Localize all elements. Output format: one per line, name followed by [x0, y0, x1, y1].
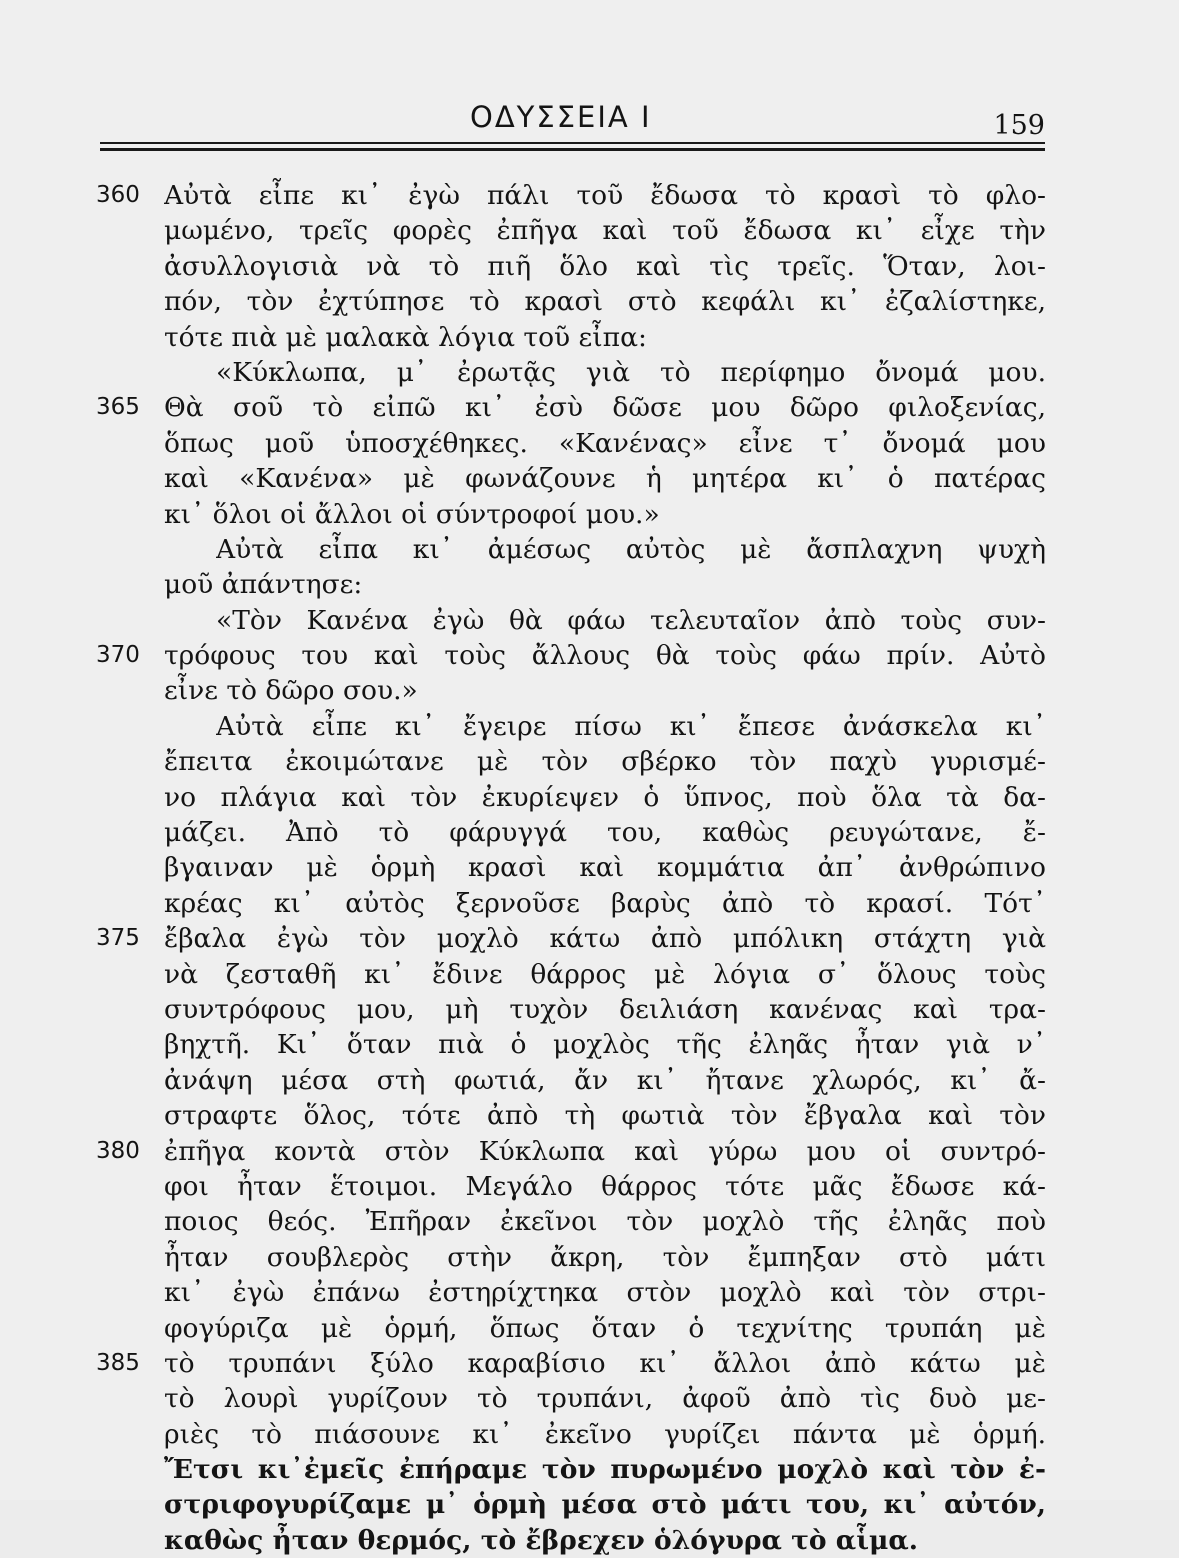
text-line	[96, 1487, 1046, 1522]
page-number: 159	[993, 110, 1045, 141]
line-text: νὰ ζεσταθῆ κι᾿ ἔδινε θάρρος μὲ λόγια σ᾿ ὅλους τοὺς	[164, 958, 1046, 990]
line-text: στριφογυρίζαμε μ᾿ ὁρμὴ μέσα στὸ μάτι του, κι᾿ αὐτόν,	[164, 1489, 1046, 1521]
line-text: μοῦ ἀπάντησε:	[164, 569, 363, 601]
text-line	[96, 1027, 1046, 1062]
text-line	[96, 957, 1046, 992]
line-text: στραφτε ὅλος, τότε ἀπὸ τὴ φωτιὰ τὸν ἔβγαλα καὶ τὸν	[164, 1100, 1046, 1132]
line-text: «Τὸν Κανένα ἐγὼ θὰ φάω τελευταῖον ἀπὸ τοὺς συν-	[216, 604, 1046, 636]
header-rule	[100, 142, 1045, 144]
line-text: πόν, τὸν ἐχτύπησε τὸ κρασὶ στὸ κεφάλι κι᾿ ἐζαλίστηκε,	[164, 286, 1046, 318]
text-line	[96, 992, 1046, 1027]
text-line	[96, 1098, 1046, 1133]
text-line	[96, 638, 1046, 673]
text-line	[96, 320, 1046, 355]
line-number: 365	[96, 394, 140, 421]
text-line	[96, 780, 1046, 815]
line-text: κι᾿ ἐγὼ ἐπάνω ἐστηρίχτηκα στὸν μοχλὸ καὶ τὸν στρι-	[164, 1277, 1046, 1309]
text-line	[96, 390, 1046, 425]
line-text: νο πλάγια καὶ τὸν ἐκυρίεψεν ὁ ὕπνος, ποὺ ὅλα τὰ δα-	[164, 781, 1046, 813]
line-text: Αὐτὰ εἶπα κι᾿ ἀμέσως αὐτὸς μὲ ἄσπλαχνη ψυχὴ	[216, 533, 1046, 565]
text-line	[96, 1134, 1046, 1169]
text-line	[96, 497, 1046, 532]
running-title: ΟΔΥΣΣΕΙΑ Ι	[470, 100, 652, 134]
line-text: Αὐτὰ εἶπε κι᾿ ἐγὼ πάλι τοῦ ἔδωσα τὸ κρασὶ τὸ φλο-	[164, 180, 1046, 211]
line-text: τότε πιὰ μὲ μαλακὰ λόγια τοῦ εἶπα:	[164, 321, 647, 353]
line-text: «Κύκλωπα, μ᾿ ἐρωτᾷς γιὰ τὸ περίφημο ὄνομά μου.	[216, 356, 1046, 388]
line-text: ὅπως μοῦ ὑποσχέθηκες. «Κανένας» εἶνε τ᾿ ὄνομά μου	[164, 427, 1046, 459]
text-line	[96, 178, 1046, 213]
line-number: 370	[96, 642, 140, 669]
text-line	[96, 213, 1046, 248]
text-line	[96, 850, 1046, 885]
line-number: 385	[96, 1349, 140, 1376]
text-line	[96, 426, 1046, 461]
text-line	[96, 1063, 1046, 1098]
text-line	[96, 673, 1046, 708]
line-number: 375	[96, 925, 140, 952]
text-line	[96, 744, 1046, 779]
text-line	[96, 815, 1046, 850]
text-line	[96, 1381, 1046, 1416]
line-text: ἔπειτα ἐκοιμώτανε μὲ τὸν σβέρκο τὸν παχὺ γυρισμέ-	[164, 746, 1046, 778]
line-text: ἦταν σουβλερὸς στὴν ἄκρη, τὸν ἔμπηξαν στὸ μάτι	[164, 1241, 1046, 1273]
text-line	[96, 1452, 1046, 1487]
line-text: ποιος θεός. Ἐπῆραν ἐκεῖνοι τὸν μοχλὸ τῆς ἐληᾶς ποὺ	[164, 1206, 1046, 1238]
text-line	[96, 1240, 1046, 1275]
text-line	[96, 1311, 1046, 1346]
line-number: 380	[96, 1137, 140, 1164]
text-line	[96, 1523, 1046, 1558]
text-line	[96, 1346, 1046, 1381]
page-header	[100, 96, 1045, 156]
line-text: ριὲς τὸ πιάσουνε κι᾿ ἐκεῖνο γυρίζει πάντα μὲ ὁρμή.	[164, 1418, 1046, 1450]
body-text	[96, 178, 1046, 1558]
line-text: ἐπῆγα κοντὰ στὸν Κύκλωπα καὶ γύρω μου οἱ συντρό-	[164, 1135, 1046, 1167]
line-number: 360	[96, 182, 140, 208]
text-line	[96, 709, 1046, 744]
text-line	[96, 1417, 1046, 1452]
text-line	[96, 921, 1046, 956]
line-text: μάζει. Ἀπὸ τὸ φάρυγγά του, καθὼς ρευγώτανε, ἔ-	[164, 817, 1046, 849]
text-line	[96, 1169, 1046, 1204]
line-text: μωμένο, τρεῖς φορὲς ἐπῆγα καὶ τοῦ ἔδωσα κι᾿ εἶχε τὴν	[164, 215, 1046, 247]
text-line	[96, 603, 1046, 638]
text-line	[96, 284, 1046, 319]
line-text: τρόφους του καὶ τοὺς ἄλλους θὰ τοὺς φάω πρίν. Αὐτὸ	[164, 640, 1046, 672]
line-text: ἀσυλλογισιὰ νὰ τὸ πιῆ ὅλο καὶ τὶς τρεῖς. Ὅταν, λοι-	[164, 250, 1046, 282]
line-text: Ἔτσι κι᾿ἐμεῖς ἐπήραμε τὸν πυρωμένο μοχλὸ καὶ τὸν ἐ-	[164, 1454, 1046, 1486]
text-line	[96, 1275, 1046, 1310]
line-text: φογύριζα μὲ ὁρμή, ὅπως ὅταν ὁ τεχνίτης τρυπάη μὲ	[164, 1312, 1046, 1344]
text-line	[96, 249, 1046, 284]
line-text: καθὼς ἦταν θερμός, τὸ ἔβρεχεν ὁλόγυρα τὸ αἷμα.	[164, 1524, 919, 1556]
text-line	[96, 355, 1046, 390]
line-text: εἶνε τὸ δῶρο σου.»	[164, 675, 418, 707]
text-line	[96, 532, 1046, 567]
line-text: ἔβαλα ἐγὼ τὸν μοχλὸ κάτω ἀπὸ μπόλικη στάχτη γιὰ	[164, 923, 1046, 955]
line-text: καὶ «Κανένα» μὲ φωνάζουνε ἡ μητέρα κι᾿ ὁ πατέρας	[164, 463, 1046, 495]
line-text: κρέας κι᾿ αὐτὸς ξερνοῦσε βαρὺς ἀπὸ τὸ κρασί. Τότ᾿	[164, 887, 1046, 919]
line-text: συντρόφους μου, μὴ τυχὸν δειλιάση κανένας καὶ τρα-	[164, 993, 1046, 1025]
line-text: ἀνάψη μέσα στὴ φωτιά, ἄν κι᾿ ἤτανε χλωρός, κι᾿ ἄ-	[164, 1064, 1046, 1096]
line-text: Αὐτὰ εἶπε κι᾿ ἔγειρε πίσω κι᾿ ἔπεσε ἀνάσκελα κι᾿	[216, 710, 1046, 742]
line-text: τὸ τρυπάνι ξύλο καραβίσιο κι᾿ ἄλλοι ἀπὸ κάτω μὲ	[164, 1347, 1046, 1379]
text-line	[96, 567, 1046, 602]
line-text: Θὰ σοῦ τὸ εἰπῶ κι᾿ ἐσὺ δῶσε μου δῶρο φιλοξενίας,	[164, 392, 1046, 424]
line-text: φοι ἦταν ἕτοιμοι. Μεγάλο θάρρος τότε μᾶς ἔδωσε κά-	[164, 1170, 1046, 1202]
text-line	[96, 1204, 1046, 1239]
line-text: βγαιναν μὲ ὁρμὴ κρασὶ καὶ κομμάτια ἀπ᾿ ἀνθρώπινο	[164, 852, 1046, 884]
line-text: κι᾿ ὅλοι οἱ ἄλλοι οἱ σύντροφοί μου.»	[164, 498, 660, 530]
line-text: τὸ λουρὶ γυρίζουν τὸ τρυπάνι, ἀφοῦ ἀπὸ τὶς δυὸ με-	[164, 1383, 1046, 1415]
header-rule-double	[100, 148, 1045, 151]
text-line	[96, 886, 1046, 921]
text-line	[96, 461, 1046, 496]
line-text: βηχτῆ. Κι᾿ ὅταν πιὰ ὁ μοχλὸς τῆς ἐληᾶς ἦταν γιὰ ν᾿	[164, 1029, 1046, 1061]
